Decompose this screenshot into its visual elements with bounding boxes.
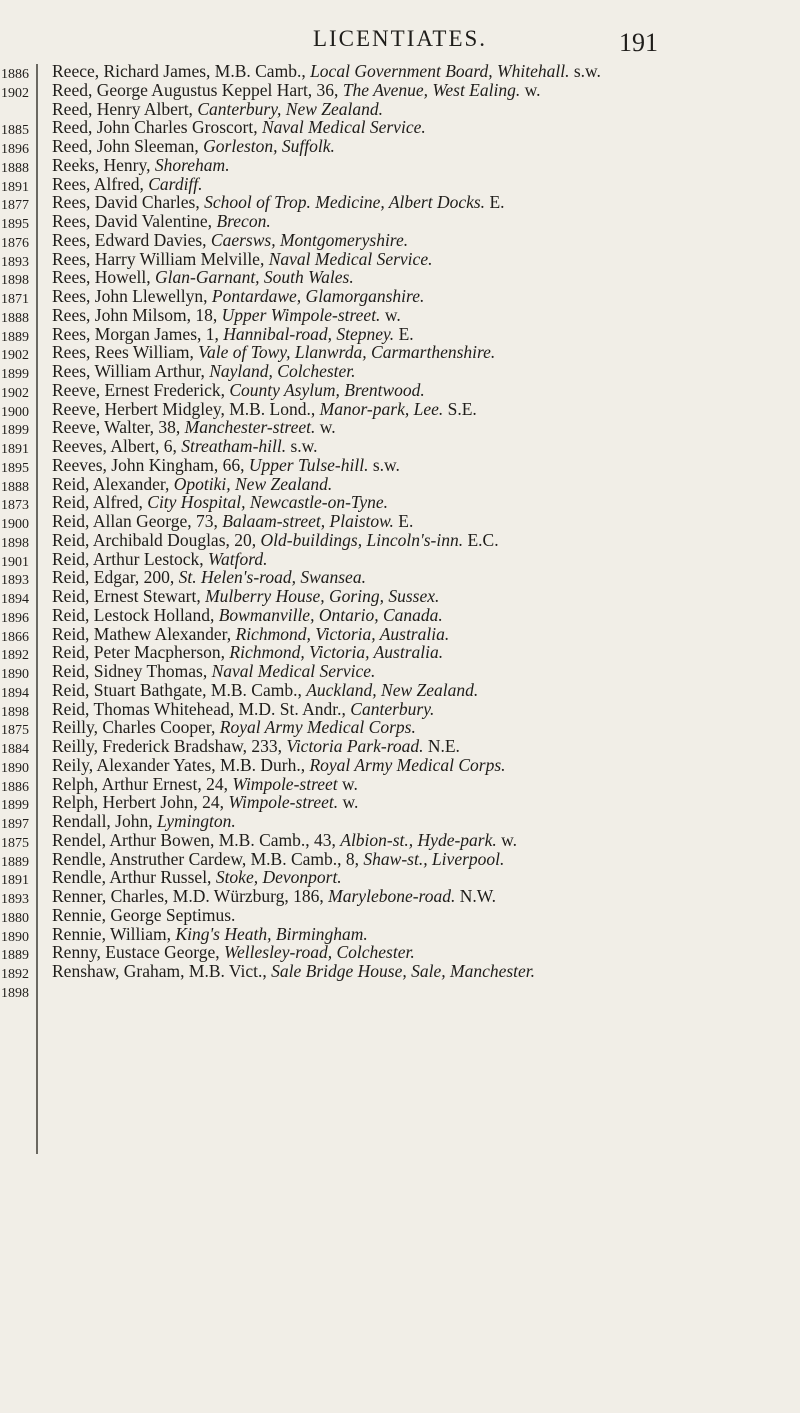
licentiate-address: Wellesley-road, Colchester. — [224, 942, 415, 963]
year-of-licence: 1889 — [1, 329, 29, 345]
licentiate-address: Manchester-street. — [184, 417, 316, 438]
licentiate-address: Naval Medical Service. — [261, 117, 426, 138]
licentiate-name: Renny, Eustace George, — [52, 942, 220, 963]
year-of-licence: 1886 — [1, 779, 29, 795]
licentiate-address: Upper Tulse-hill. — [248, 454, 369, 475]
licentiate-name: Rendel, Arthur Bowen, M.B. Camb., 43, — [52, 829, 336, 850]
licentiate-name: Rees, Rees William, — [52, 342, 194, 363]
postal-district: s.w. — [290, 436, 318, 456]
licentiate-address: Marylebone-road. — [328, 886, 456, 906]
licentiate-entry — [52, 137, 788, 156]
licentiate-entry — [52, 362, 788, 381]
licentiate-entry — [52, 718, 788, 737]
year-of-licence: 1902 — [1, 385, 29, 401]
licentiate-name: Reed, John Sleeman, — [52, 136, 199, 156]
licentiate-entry — [52, 231, 788, 250]
licentiate-name: Rees, Harry William Melville, — [52, 248, 265, 269]
year-of-licence: 1891 — [1, 873, 29, 889]
year-of-licence: 1901 — [1, 554, 29, 570]
licentiate-address: Balaam-street, Plaistow. — [222, 511, 394, 531]
year-of-licence: 1888 — [1, 479, 29, 495]
licentiate-address: Naval Medical Service. — [268, 248, 433, 269]
licentiate-entry — [52, 943, 788, 962]
licentiate-address: Shoreham. — [154, 154, 230, 175]
year-of-licence: 1885 — [1, 123, 29, 139]
year-of-licence: 1895 — [1, 217, 29, 232]
year-of-licence: 1876 — [1, 235, 29, 251]
year-of-licence: 1890 — [1, 667, 29, 682]
year-of-licence: 1889 — [1, 854, 29, 870]
licentiate-entry — [52, 418, 788, 437]
licentiate-name: Reid, Edgar, 200, — [52, 567, 175, 588]
licentiate-name: Reed, George Augustus Keppel Hart, 36, — [52, 79, 339, 100]
licentiate-name: Reed, Henry Albert, — [52, 98, 193, 119]
year-of-licence: 1875 — [1, 723, 29, 739]
licentiate-address: Stoke, Devonport. — [215, 867, 342, 888]
postal-district: E. — [489, 192, 505, 213]
licentiate-entry — [52, 193, 788, 212]
licentiate-address: Bowmanville, Ontario, Canada. — [218, 604, 443, 625]
licentiate-name: Reid, Alfred, — [52, 492, 143, 513]
licentiate-address: Shaw-st., Liverpool. — [363, 848, 505, 869]
licentiate-name: Reid, Mathew Alexander, — [52, 623, 232, 644]
licentiate-address: Auckland, New Zealand. — [306, 679, 479, 700]
licentiate-address: Mulberry House, Goring, Sussex. — [205, 586, 440, 606]
licentiate-entry — [52, 850, 788, 869]
year-of-licence: 1893 — [1, 254, 29, 270]
postal-district: w. — [384, 304, 401, 325]
licentiate-entry — [52, 868, 788, 887]
year-of-licence: 1877 — [1, 198, 29, 214]
year-of-licence: 1890 — [1, 760, 29, 776]
year-of-licence: 1902 — [1, 85, 29, 101]
licentiate-entry — [52, 268, 788, 287]
licentiate-entry — [52, 568, 788, 587]
licentiate-entry — [52, 831, 788, 850]
licentiate-address: Albion-st., Hyde-park. — [340, 829, 497, 850]
licentiate-name: Rennie, William, — [52, 923, 172, 944]
year-of-licence: 1899 — [1, 423, 29, 439]
postal-district: N.E. — [427, 736, 460, 756]
postal-district: w. — [319, 417, 336, 438]
licentiate-entry — [52, 606, 788, 625]
postal-district: s.w. — [372, 454, 400, 475]
year-column — [0, 66, 34, 1004]
licentiate-entry — [52, 643, 788, 662]
licentiate-entry — [52, 456, 788, 475]
postal-district: E.C. — [467, 529, 499, 550]
licentiate-address: Streatham-hill. — [181, 436, 287, 456]
year-of-licence: 1886 — [1, 67, 29, 82]
licentiate-entry — [52, 962, 788, 981]
postal-district: N.W. — [459, 886, 497, 906]
licentiate-name: Reid, Peter Macpherson, — [52, 642, 226, 663]
licentiate-entry — [52, 156, 788, 175]
licentiate-name: Reid, Thomas Whitehead, M.D. St. Andr., — [52, 698, 346, 719]
licentiate-address: Vale of Towy, Llanwrda, Carmarthenshire. — [198, 342, 496, 363]
licentiate-entry — [52, 287, 788, 306]
licentiate-entry — [52, 587, 788, 606]
licentiate-address: County Asylum, Brentwood. — [229, 379, 425, 400]
year-of-licence: 1902 — [1, 348, 29, 364]
licentiate-entry — [52, 793, 788, 812]
licentiate-entry — [52, 756, 788, 775]
licentiate-address: Royal Army Medical Corps. — [309, 754, 506, 775]
licentiate-address: Naval Medical Service. — [211, 661, 376, 681]
licentiate-address: Glan-Garnant, South Wales. — [155, 267, 354, 288]
licentiate-address: Wimpole-street. — [228, 792, 339, 813]
licentiate-address: Caersws, Montgomeryshire. — [210, 229, 409, 250]
year-of-licence: 1871 — [1, 292, 29, 307]
licentiate-address: Watford. — [208, 548, 268, 569]
year-of-licence: 1900 — [1, 404, 29, 420]
licentiate-name: Reid, Stuart Bathgate, M.B. Camb., — [52, 679, 302, 700]
year-of-licence: 1896 — [1, 142, 29, 157]
licentiate-entry — [52, 437, 788, 456]
year-of-licence: 1895 — [1, 460, 29, 476]
year-of-licence: 1892 — [1, 967, 29, 982]
licentiate-name: Rees, William Arthur, — [52, 361, 205, 381]
licentiate-entry — [52, 662, 788, 681]
year-of-licence: 1894 — [1, 592, 29, 607]
postal-district: w. — [501, 829, 518, 850]
licentiate-name: Renner, Charles, M.D. Würzburg, 186, — [52, 886, 324, 906]
licentiate-name: Reeve, Ernest Frederick, — [52, 379, 225, 400]
licentiate-entry — [52, 100, 788, 119]
licentiate-address: Victoria Park-road. — [286, 736, 424, 756]
licentiate-name: Reid, Lestock Holland, — [52, 604, 215, 625]
licentiate-name: Reilly, Frederick Bradshaw, 233, — [52, 736, 283, 756]
year-of-licence: 1893 — [1, 892, 29, 907]
licentiate-address: Gorleston, Suffolk. — [203, 136, 335, 156]
year-of-licence: 1897 — [1, 817, 29, 832]
licentiate-name: Reid, Arthur Lestock, — [52, 548, 204, 569]
margin-rule — [36, 64, 38, 1154]
licentiate-name: Reeve, Walter, 38, — [52, 417, 181, 438]
licentiate-entry — [52, 81, 788, 100]
licentiate-entry — [52, 737, 788, 756]
year-of-licence: 1866 — [1, 629, 29, 645]
licentiate-name: Rendle, Anstruther Cardew, M.B. Camb., 8, — [52, 848, 360, 869]
licentiate-entry — [52, 212, 788, 231]
licentiate-name: Reeves, John Kingham, 66, — [52, 454, 245, 475]
year-of-licence: 1892 — [1, 648, 29, 664]
licentiate-entry — [52, 812, 788, 831]
year-of-licence: 1891 — [1, 179, 29, 195]
postal-district: w. — [342, 773, 358, 794]
page-header — [0, 22, 800, 62]
year-of-licence: 1899 — [1, 367, 29, 382]
licentiate-entry — [52, 62, 788, 81]
licentiate-name: Rees, Edward Davies, — [52, 229, 207, 250]
licentiate-address: Cardiff. — [148, 173, 203, 194]
year-of-licence: 1898 — [1, 985, 29, 1001]
licentiate-entry — [52, 250, 788, 269]
licentiate-entry — [52, 306, 788, 325]
licentiate-name: Reid, Allan George, 73, — [52, 511, 218, 531]
licentiate-entry — [52, 175, 788, 194]
year-of-licence: 1891 — [1, 442, 29, 457]
year-of-licence: 1889 — [1, 948, 29, 964]
licentiate-entry — [52, 700, 788, 719]
licentiate-address: City Hospital, Newcastle-on-Tyne. — [147, 492, 389, 513]
page-number: 191 — [619, 28, 658, 57]
licentiate-address: School of Trop. Medicine, Albert Docks. — [204, 192, 486, 213]
licentiate-entry — [52, 887, 788, 906]
licentiate-name: Reilly, Charles Cooper, — [52, 717, 216, 738]
licentiate-address: Canterbury, New Zealand. — [197, 98, 384, 119]
licentiate-name: Rees, John Milsom, 18, — [52, 304, 218, 325]
licentiate-address: The Avenue, West Ealing. — [342, 79, 521, 100]
licentiate-entry — [52, 775, 788, 794]
licentiate-name: Relph, Arthur Ernest, 24, — [52, 773, 228, 794]
postal-district: E. — [398, 511, 414, 531]
licentiate-entry — [52, 550, 788, 569]
licentiate-address: Old-buildings, Lincoln's-inn. — [260, 529, 464, 550]
licentiate-entry — [52, 118, 788, 137]
licentiate-entry — [52, 325, 788, 344]
year-of-licence: 1896 — [1, 610, 29, 626]
year-of-licence: 1888 — [1, 160, 29, 176]
postal-district: w. — [524, 79, 541, 100]
licentiate-entry — [52, 493, 788, 512]
licentiate-address: Royal Army Medical Corps. — [219, 717, 416, 738]
postal-district: S.E. — [447, 398, 477, 419]
licentiate-name: Rees, Howell, — [52, 267, 151, 288]
licentiate-name: Reeves, Albert, 6, — [52, 436, 177, 456]
licentiate-name: Rees, Morgan James, 1, — [52, 323, 219, 344]
year-of-licence: 1898 — [1, 535, 29, 551]
licentiate-name: Rendall, John, — [52, 811, 153, 831]
licentiate-address: Brecon. — [216, 211, 271, 231]
licentiate-address: Manor-park, Lee. — [319, 398, 444, 419]
licentiate-entry — [52, 925, 788, 944]
year-of-licence: 1890 — [1, 929, 29, 945]
postal-district: E. — [398, 323, 414, 344]
licentiate-name: Rees, John Llewellyn, — [52, 286, 208, 306]
year-of-licence: 1884 — [1, 742, 29, 757]
licentiate-address: Opotiki, New Zealand. — [173, 473, 333, 494]
licentiate-entry — [52, 512, 788, 531]
year-of-licence: 1894 — [1, 685, 29, 701]
licentiate-name: Rees, Alfred, — [52, 173, 144, 194]
licentiate-name: Renshaw, Graham, M.B. Vict., — [52, 961, 267, 981]
licentiate-address: Canterbury. — [350, 698, 435, 719]
year-of-licence: 1899 — [1, 798, 29, 814]
licentiate-name: Reed, John Charles Groscort, — [52, 117, 258, 138]
licentiate-entry — [52, 381, 788, 400]
licentiate-entry — [52, 531, 788, 550]
licentiate-name: Rees, David Charles, — [52, 192, 200, 213]
licentiate-name: Rees, David Valentine, — [52, 211, 213, 231]
licentiate-name: Rennie, George Septimus. — [52, 904, 236, 925]
licentiate-name: Reece, Richard James, M.B. Camb., — [52, 61, 306, 81]
licentiate-name: Reid, Archibald Douglas, 20, — [52, 529, 257, 550]
licentiate-entry — [52, 343, 788, 362]
licentiate-name: Reeve, Herbert Midgley, M.B. Lond., — [52, 398, 316, 419]
licentiate-entry — [52, 906, 788, 925]
licentiate-address: Upper Wimpole-street. — [221, 304, 381, 325]
licentiate-address: Wimpole-street — [232, 773, 338, 794]
licentiate-address: Richmond, Victoria, Australia. — [235, 623, 450, 644]
licentiate-entry — [52, 400, 788, 419]
licentiate-name: Reid, Alexander, — [52, 473, 170, 494]
year-of-licence: 1875 — [1, 835, 29, 851]
licentiate-address: St. Helen's-road, Swansea. — [178, 567, 366, 588]
licentiate-list — [52, 62, 788, 981]
licentiate-address: Richmond, Victoria, Australia. — [229, 642, 444, 663]
licentiate-address: Pontardawe, Glamorganshire. — [211, 286, 425, 306]
year-of-licence: 1898 — [1, 273, 29, 289]
licentiate-name: Reid, Sidney Thomas, — [52, 661, 208, 681]
year-of-licence: 1898 — [1, 704, 29, 720]
licentiate-name: Reeks, Henry, — [52, 154, 151, 175]
licentiate-address: Local Government Board, Whitehall. — [310, 61, 570, 81]
licentiate-name: Relph, Herbert John, 24, — [52, 792, 225, 813]
running-title: LICENTIATES. — [312, 26, 488, 51]
year-of-licence: 1880 — [1, 910, 29, 926]
licentiate-address: Sale Bridge House, Sale, Manchester. — [271, 961, 536, 981]
postal-district: s.w. — [573, 61, 601, 81]
year-of-licence: 1893 — [1, 573, 29, 589]
licentiate-address: Hannibal-road, Stepney. — [223, 323, 395, 344]
licentiate-name: Reily, Alexander Yates, M.B. Durh., — [52, 754, 306, 775]
licentiate-address: Lymington. — [157, 811, 236, 831]
year-of-licence — [0, 104, 34, 123]
licentiate-entry — [52, 681, 788, 700]
licentiate-name: Reid, Ernest Stewart, — [52, 586, 201, 606]
licentiate-name: Rendle, Arthur Russel, — [52, 867, 212, 888]
postal-district: w. — [342, 792, 359, 813]
licentiate-entry — [52, 625, 788, 644]
licentiate-address: Nayland, Colchester. — [209, 361, 356, 381]
year-of-licence: 1900 — [1, 517, 29, 532]
licentiate-entry — [52, 475, 788, 494]
year-of-licence: 1888 — [1, 310, 29, 326]
year-of-licence: 1873 — [1, 498, 29, 514]
licentiate-address: King's Heath, Birmingham. — [175, 923, 368, 944]
